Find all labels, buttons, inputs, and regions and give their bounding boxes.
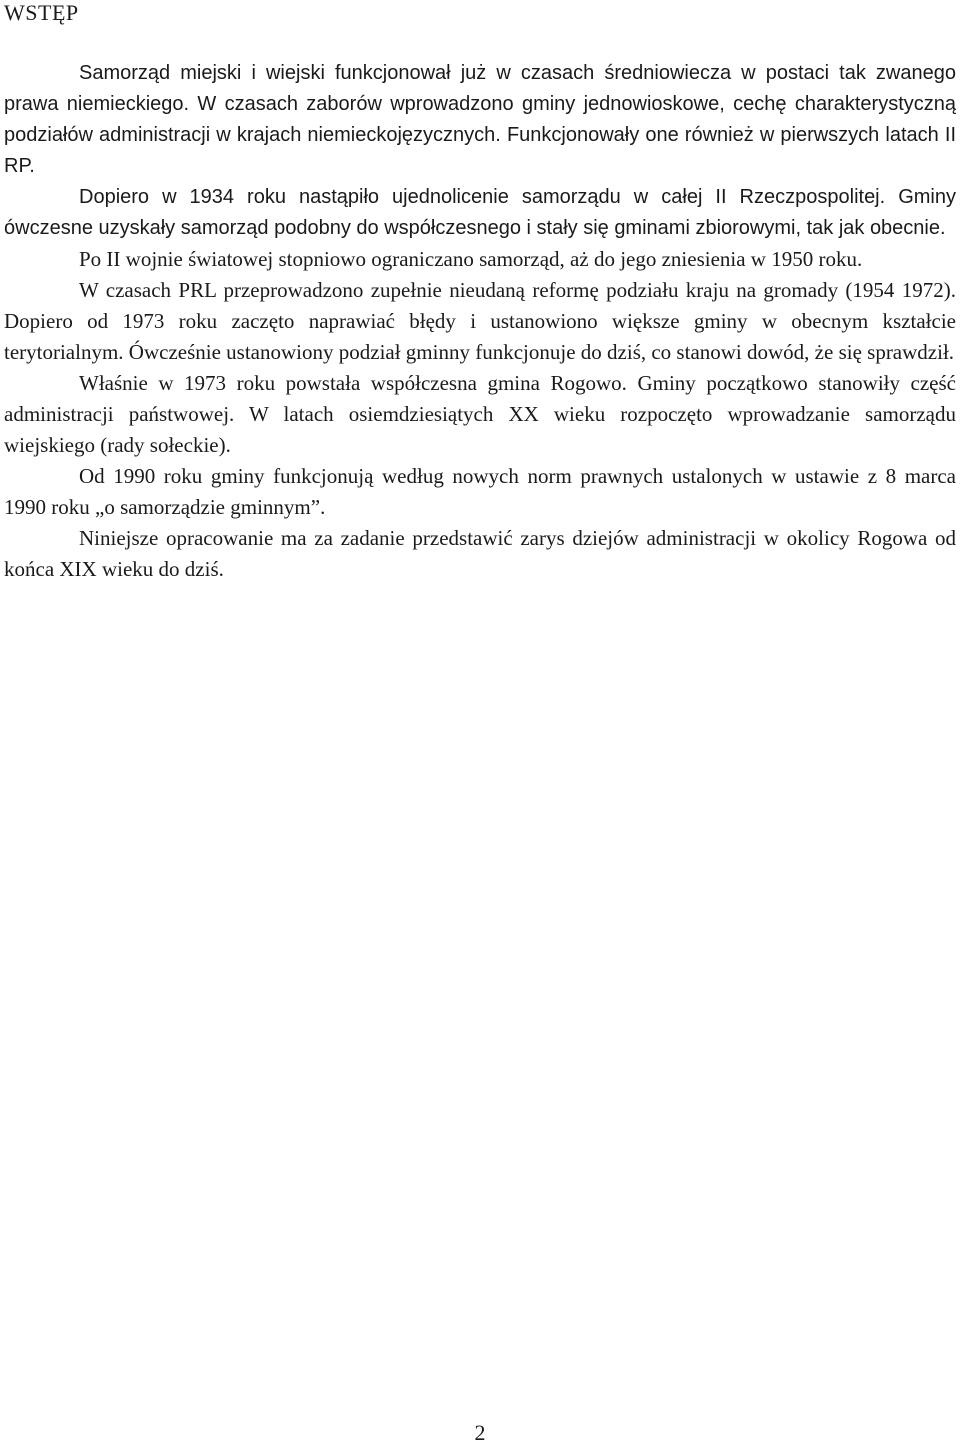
- paragraph-5: Właśnie w 1973 roku powstała współczesna gmina Rogowo. Gminy początkowo stanowiły część administracji państwowej. W latach osiemdziesiątych XX wieku rozpoczęto wprowadzanie samorządu wiejskiego (rady sołeckie).: [4, 371, 956, 457]
- body-text: [4, 58, 956, 585]
- paragraph-2: Dopiero w 1934 roku nastąpiło ujednolicenie samorządu w całej II Rzeczpospolitej. Gminy ówczesne uzyskały samorząd podobny do współczesnego i stały się gminami zbiorowymi, tak jak obecnie.: [4, 186, 956, 239]
- section-heading: WSTĘP: [4, 0, 79, 25]
- paragraph-7: Niniejsze opracowanie ma za zadanie przedstawić zarys dziejów administracji w okolicy Rogowa od końca XIX wieku do dziś.: [4, 526, 956, 581]
- paragraph-3: Po II wojnie światowej stopniowo ograniczano samorząd, aż do jego zniesienia w 1950 roku.: [79, 247, 863, 271]
- paragraph-1: Samorząd miejski i wiejski funkcjonował już w czasach średniowiecza w postaci tak zwanego prawa niemieckiego. W czasach zaborów wprowadzono gminy jednowioskowe, cechę charakterystyczną podziałów administracji w krajach niemieckojęzycznych. Funkcjonowały one również w pierwszych latach II RP.: [4, 62, 956, 177]
- paragraph-4: W czasach PRL przeprowadzono zupełnie nieudaną reformę podziału kraju na gromady (1954 1972). Dopiero od 1973 roku zaczęto naprawiać błędy i ustanowiono większe gminy w obecnym kształcie terytorialnym. Ówcześnie ustanowiony podział gminny funkcjonuje do dziś, co stanowi dowód, że się sprawdził.: [4, 278, 956, 364]
- page-number: 2: [474, 1420, 486, 1445]
- paragraph-6: Od 1990 roku gminy funkcjonują według nowych norm prawnych ustalonych w ustawie z 8 marca 1990 roku „o samorządzie gminnym”.: [4, 464, 956, 519]
